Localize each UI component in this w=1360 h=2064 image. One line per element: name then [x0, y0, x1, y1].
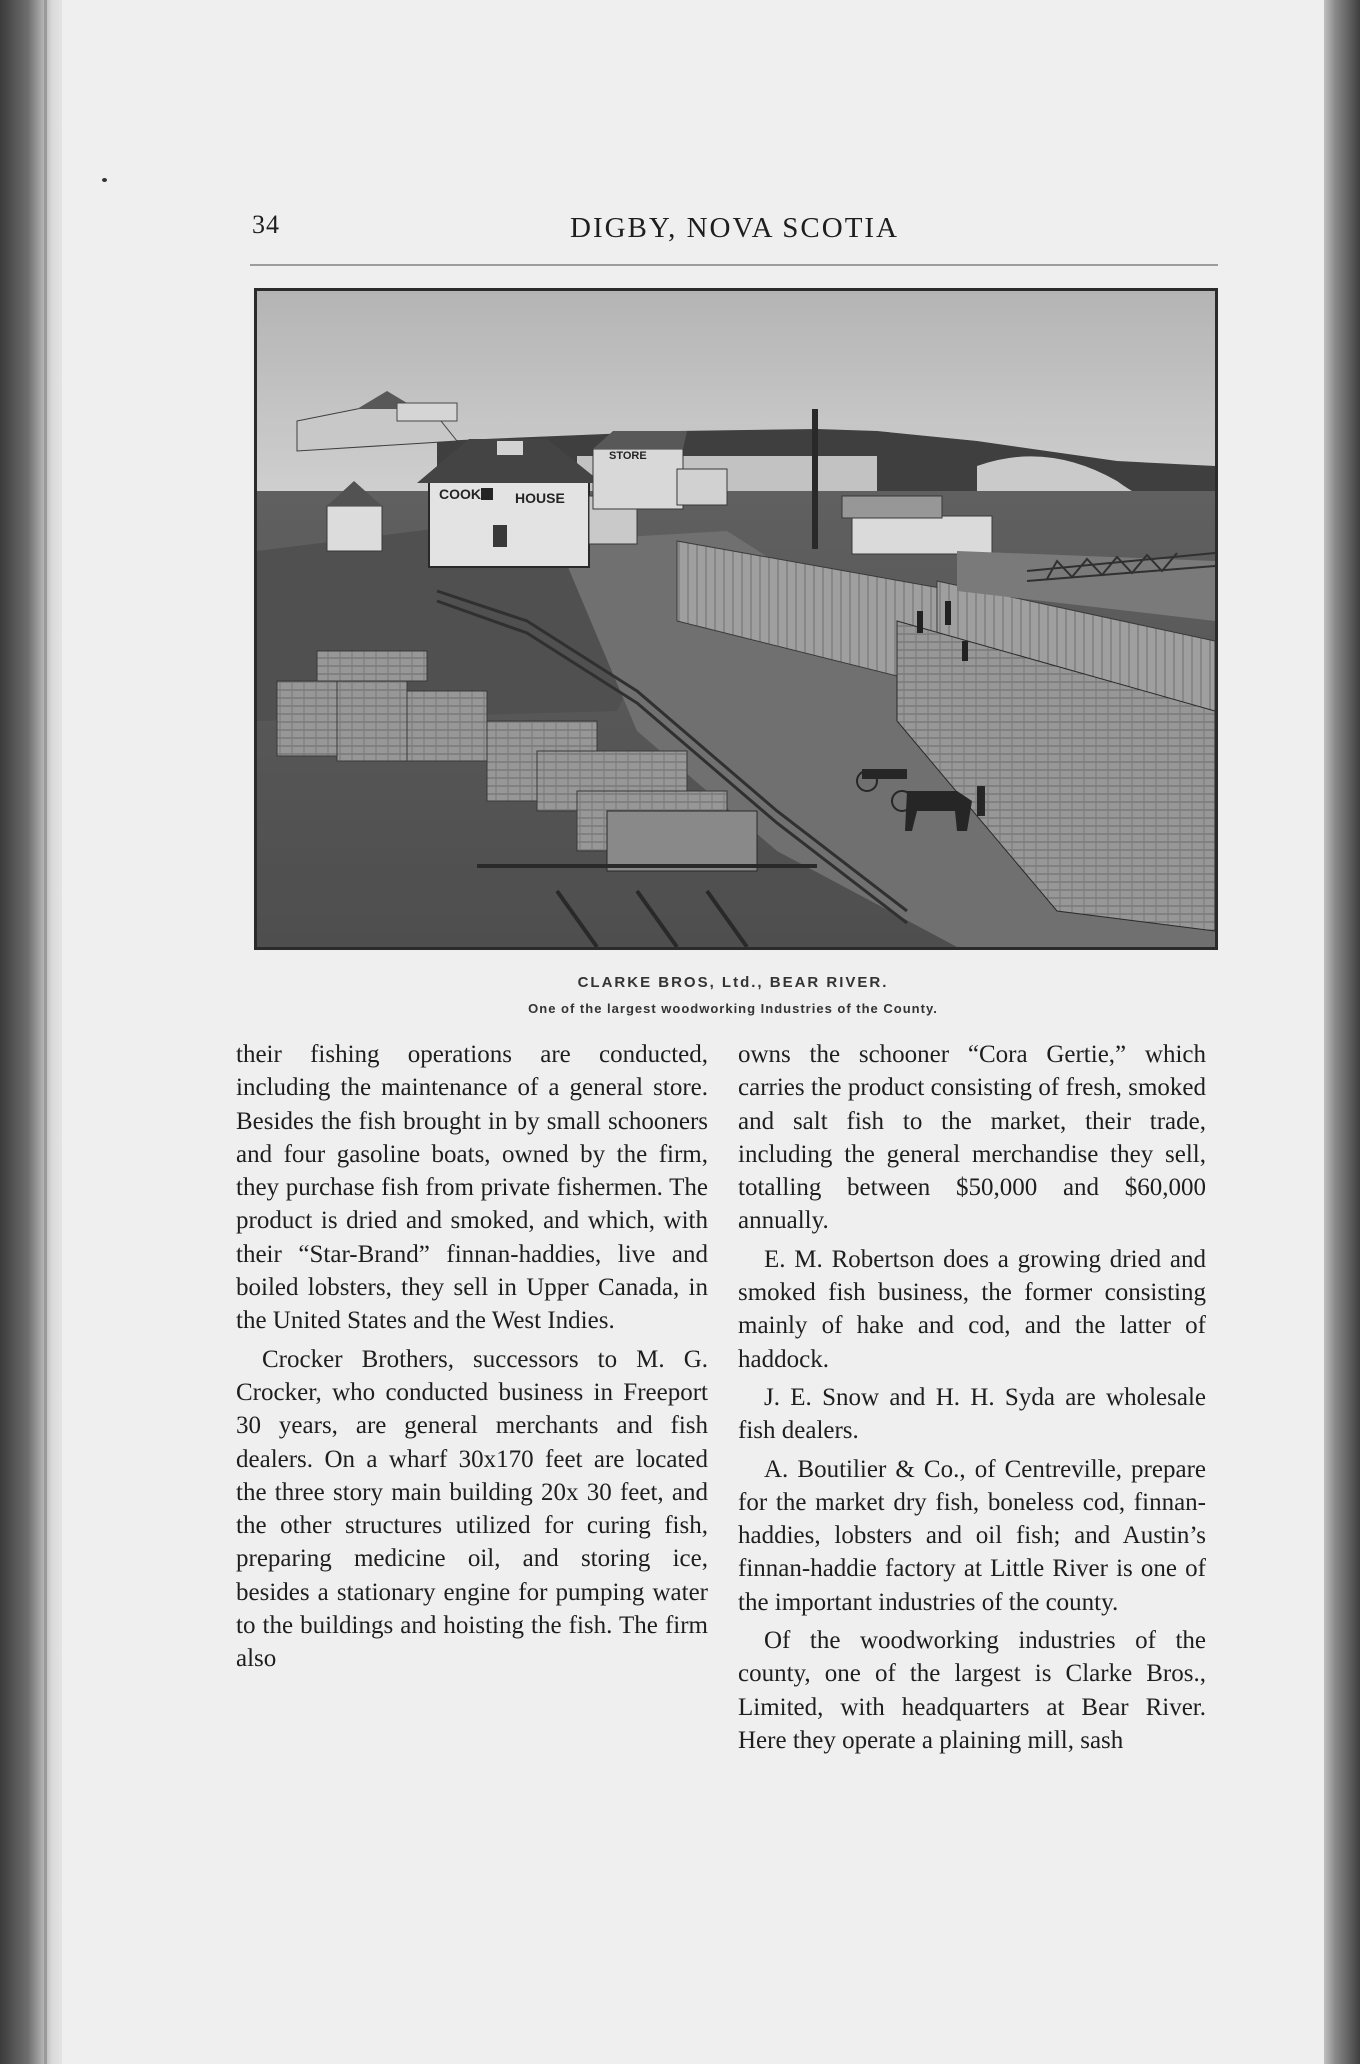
cook-sign: COOK [439, 486, 481, 502]
paragraph: their fishing operations are conducted, including the maintenance of a general store. Besides the fish brought in by small schooners and four gasoline boats, owned by the firm, they purchase fish from private fishermen. The product is dried and smoked, and which, with their “Star-Brand” finnan-haddies, live and boiled lobsters, they sell in Upper Canada, in the United States and the West Indies. [236, 1041, 708, 1335]
paragraph: Crocker Brothers, successors to M. G. Crocker, who conducted business in Freeport 30 years, are general merchants and fish dealers. On a wharf 30x170 feet are located the three story main building 20x 30 feet, and the other structures utilized for curing fish, preparing medicine oil, and storing ice, besides a stationary engine for pumping water to the buildings and hoisting the fish. The firm also [236, 1345, 708, 1673]
house-sign: HOUSE [515, 490, 565, 506]
figure-caption-title: CLARKE BROS, Ltd., BEAR RIVER. [577, 974, 889, 991]
paragraph: E. M. Robertson does a growing dried and smoked fish business, the former consisting mainly of hake and cod, and the latter of haddock. [738, 1245, 1206, 1373]
page-number: 34 [252, 210, 280, 239]
figure-caption-subtitle: One of the largest woodworking Industries of the County. [528, 1001, 938, 1016]
book-spine-edge [44, 0, 47, 2064]
paragraph: Of the woodworking industries of the county, one of the largest is Clarke Bros., Limited, with headquarters at Bear River. Here they operate a plaining mill, sash [738, 1627, 1206, 1754]
paragraph: A. Boutilier & Co., of Centreville, prepare for the market dry fish, boneless cod, finnan-haddies, lobsters and oil fish; and Austin’s finnan-haddie factory at Little River is one of the important industries of the county. [738, 1455, 1206, 1616]
left-text-column [236, 1038, 708, 1681]
right-text-column [738, 1038, 1206, 1762]
paragraph: owns the schooner “Cora Gertie,” which carries the product consisting of fresh, smoked and salt fish to the market, their trade, including the general merchandise they sell, totalling between $50,000 and $60,000 annually. [738, 1041, 1206, 1235]
store-sign: STORE [609, 450, 647, 462]
running-title: DIGBY, NOVA SCOTIA [570, 212, 900, 244]
paragraph: J. E. Snow and H. H. Syda are wholesale fish dealers. [738, 1383, 1206, 1445]
header-rule [250, 264, 1218, 266]
halftone-photograph [254, 288, 1218, 950]
dust-speck [102, 178, 107, 182]
